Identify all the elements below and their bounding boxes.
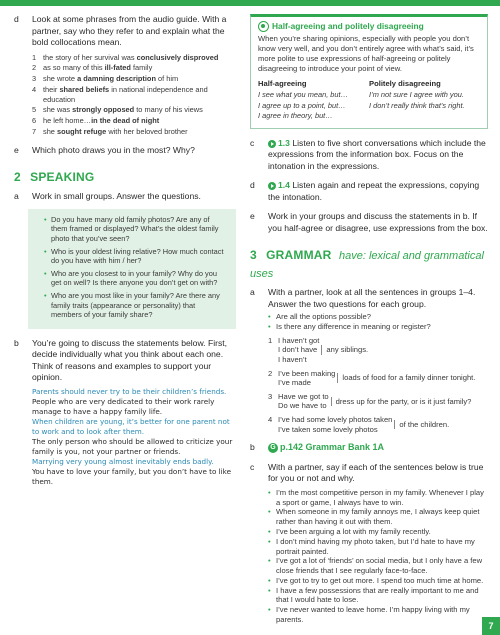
expression-list: [258, 90, 369, 122]
expression-list: [369, 90, 480, 111]
question-item: • Do you have many old family photos? Are any of them framed or displayed? What’s the oldest family photo that you’ve seen?: [44, 215, 228, 244]
exercise-instruction: [268, 138, 488, 173]
exercise-e-discuss: [250, 211, 488, 234]
group-number: 4: [268, 415, 273, 425]
phrase-text: as so many of this ill-fated family: [43, 63, 153, 73]
exercise-label: e: [250, 211, 255, 222]
statement-list: [32, 387, 236, 487]
group-option: Do we have to: [278, 401, 327, 411]
section-subtitle: have: lexical and grammatical uses: [250, 250, 484, 281]
question-item: • Are all the options possible?: [268, 312, 488, 322]
collocation: a damning description: [77, 74, 156, 84]
group-options: [278, 392, 329, 411]
statement-item: You have to love your family, but you don’t have to like them.: [32, 466, 232, 486]
half-agreeing-column: [258, 79, 369, 122]
instruction-text: Listen to five short conversations which include the expressions from the information box. Focus on the intonation in the expressions.: [268, 137, 486, 171]
track-number: 1.3: [278, 137, 290, 148]
collocation: conclusively disproved: [136, 52, 219, 62]
info-box-title-text: Half-agreeing and politely disagreeing: [272, 21, 424, 31]
item-number: 3: [32, 74, 37, 84]
exercise-label: a: [14, 191, 19, 202]
phrase-text: she was strongly opposed to many of his views: [43, 105, 203, 115]
item-number: 2: [32, 63, 37, 73]
expression-item: I’m not sure I agree with you.: [369, 90, 464, 100]
group-number: 3: [268, 391, 273, 401]
left-column: [14, 14, 236, 487]
info-box-title: [258, 21, 480, 32]
exercise-instruction: You’re going to discuss the statements below. First, decide individually what you think about each one. Think of reasons and examples to support your opinion.: [32, 337, 228, 383]
exercise-label: c: [250, 461, 255, 472]
question-list: [268, 312, 488, 332]
sentence-item: • I’ve been arguing a lot with my family recently.: [268, 527, 488, 537]
question-list: [36, 215, 228, 320]
phrase-text: she wrote a damning description of him: [43, 74, 179, 84]
collocation: sought refuge: [56, 127, 107, 137]
group-ending: any siblings.: [321, 345, 368, 355]
phrase-item: [32, 74, 236, 84]
exercise-instruction: Which photo draws you in the most? Why?: [32, 144, 195, 155]
question-item: • Who are you most like in your family? Are there any family traits (appearance or personality) that members of your family share?: [44, 291, 228, 320]
statement-item: Parents should never try to be their children’s friends.: [32, 386, 227, 396]
statement-item: Marrying very young almost inevitably ends badly.: [32, 456, 214, 466]
exercise-label: d: [14, 14, 19, 24]
exercise-instruction: Work in your groups and discuss the statements in b. If you half-agree or disagree, use expressions from the box.: [268, 211, 488, 233]
sentence-list: [268, 488, 488, 625]
collocation: strongly opposed: [72, 105, 135, 115]
item-number: 6: [32, 116, 37, 126]
phrase-text: their shared beliefs in national independence and education: [43, 84, 208, 104]
exercise-instruction: Look at some phrases from the audio guide. With a partner, say who they refer to and explain what the bold collocations mean.: [32, 14, 227, 47]
exercise-label: b: [14, 337, 19, 348]
expression-item: I agree in theory, but…: [258, 111, 333, 121]
sentence-item: • I’m the most competitive person in my family. Whenever I play a sport or game, I always have to win.: [268, 488, 488, 508]
sentence-group: [268, 392, 488, 411]
exercise-label: d: [250, 180, 255, 191]
right-column: [250, 14, 488, 625]
statement-item: The only person who should be allowed to criticize your family is you, not your partner or friends.: [32, 436, 233, 456]
group-option: I’ve had some lovely photos taken: [278, 415, 393, 425]
section-title: GRAMMAR: [266, 248, 332, 263]
instruction-text: Listen again and repeat the expressions, copying the intonation.: [268, 180, 480, 202]
politely-disagreeing-column: [369, 79, 480, 122]
grammar-bank-link[interactable]: [268, 442, 488, 454]
group-option: I’ve made: [278, 378, 311, 388]
statement-item: When children are young, it’s better for one parent not to work and to look after them.: [32, 416, 230, 436]
exercise-label: e: [14, 144, 19, 155]
sentence-item: • I’ve got to try to get out more. I spend too much time at home.: [268, 576, 488, 586]
collocation: shared beliefs: [59, 84, 110, 94]
info-box-text: When you’re sharing opinions, especially with people you don’t know very well, and you don’t entirely agree with what’s said, it’s more polite to use expressions of half-agreeing or politely disagreeing to introduce your point of view.: [258, 34, 474, 74]
group-number: 2: [268, 368, 273, 378]
sentence-group: [268, 336, 488, 365]
phrase-item: [32, 53, 236, 63]
exercise-b-grammar-bank: [250, 442, 488, 454]
section-number: 3: [250, 248, 257, 263]
column-heading: Half-agreeing: [258, 79, 307, 89]
exercise-a: [14, 191, 236, 203]
info-box: [250, 14, 488, 129]
pronunciation-icon: [258, 21, 269, 32]
column-heading: Politely disagreeing: [369, 79, 441, 89]
group-option: I’ve been making: [278, 368, 336, 378]
exercise-instruction: Work in small groups. Answer the questions.: [32, 191, 201, 202]
exercise-instruction: [268, 180, 488, 203]
item-number: 4: [32, 84, 37, 94]
group-option: I haven’t: [278, 355, 307, 365]
sentence-item: • I’ve got a lot of ‘friends’ on social media, but I only have a few close friends that I see regularly face-to-face.: [268, 556, 488, 576]
collocation: ill-fated: [104, 63, 131, 73]
group-option: I don’t have: [278, 345, 318, 355]
sentence-groups: [268, 336, 488, 434]
sentence-item: • I have a few possessions that are really important to me and that I would hate to lose.: [268, 586, 488, 606]
sentence-item: • I’ve never wanted to leave home. I’m happy living with my parents.: [268, 605, 488, 625]
exercise-c-grammar: [250, 462, 488, 625]
collocation: in the dead of night: [91, 116, 160, 126]
group-option: I’ve taken some lovely photos: [278, 424, 378, 434]
group-option: Have we got to: [278, 391, 329, 401]
phrase-item: [32, 85, 236, 105]
group-options: [278, 415, 392, 434]
exercise-label: a: [250, 287, 255, 298]
section-number: 2: [14, 170, 21, 185]
group-number: 1: [268, 335, 273, 345]
question-item: • Who is your oldest living relative? How much contact do you have with him / her?: [44, 247, 228, 266]
grammar-icon: G: [268, 443, 278, 453]
expression-item: I don’t really think that’s right.: [369, 100, 465, 110]
phrase-item: [32, 116, 236, 126]
exercise-c-listen: [250, 138, 488, 173]
group-option: I haven’t got: [278, 335, 320, 345]
exercise-d: [14, 14, 236, 138]
group-ending: dress up for the party, or is it just family?: [331, 397, 472, 407]
group-options: [278, 369, 335, 388]
page-number: 7: [482, 617, 500, 635]
audio-icon[interactable]: [268, 182, 276, 190]
item-number: 5: [32, 105, 37, 115]
group-options: [278, 336, 319, 365]
exercise-label: c: [250, 137, 255, 148]
phrase-item: [32, 127, 236, 137]
exercise-instruction: With a partner, look at all the sentences in groups 1–4. Answer the two questions for each group.: [268, 287, 476, 309]
sentence-item: • I don’t mind having my photo taken, but I’d hate to have my portrait painted.: [268, 537, 488, 557]
phrase-text: the story of her survival was conclusively disproved: [43, 52, 219, 62]
phrase-list: [32, 53, 236, 137]
phrase-text: he left home…in the dead of night: [43, 116, 160, 126]
exercise-d-listen: [250, 180, 488, 203]
exercise-e: [14, 145, 236, 157]
sentence-group: [268, 415, 488, 434]
sentence-group: [268, 369, 488, 388]
discussion-questions-box: [28, 209, 236, 329]
expression-item: I agree up to a point, but…: [258, 100, 346, 110]
section-heading-grammar: [250, 246, 488, 282]
section-heading-speaking: [14, 168, 236, 186]
statement-item: People who are very dedicated to their work rarely manage to have a happy family life.: [32, 396, 215, 416]
exercise-instruction: With a partner, say if each of the sentences below is true for you or not and why.: [268, 461, 484, 484]
item-number: 7: [32, 127, 37, 137]
exercise-label: b: [250, 442, 255, 453]
exercise-a-grammar: [250, 287, 488, 434]
question-item: • Who are you closest to in your family? Why do you get on well? Is there anyone you don’t get on with?: [44, 269, 228, 288]
item-number: 1: [32, 52, 37, 62]
audio-icon[interactable]: [268, 140, 276, 148]
section-title: SPEAKING: [30, 170, 95, 185]
expression-item: I see what you mean, but…: [258, 90, 348, 100]
group-ending: of the children.: [394, 420, 449, 430]
top-color-bar: [0, 0, 500, 6]
phrase-item: [32, 105, 236, 115]
question-item: • Is there any difference in meaning or register?: [268, 322, 488, 332]
phrase-item: [32, 63, 236, 73]
grammar-bank-text: p.142 Grammar Bank 1A: [280, 442, 385, 453]
exercise-b: [14, 338, 236, 487]
track-number: 1.4: [278, 180, 290, 191]
phrase-text: she sought refuge with her beloved brother: [43, 127, 188, 137]
sentence-item: • When someone in my family annoys me, I always keep quiet rather than having it out with them.: [268, 507, 488, 527]
group-ending: loads of food for a family dinner tonight.: [337, 373, 475, 383]
